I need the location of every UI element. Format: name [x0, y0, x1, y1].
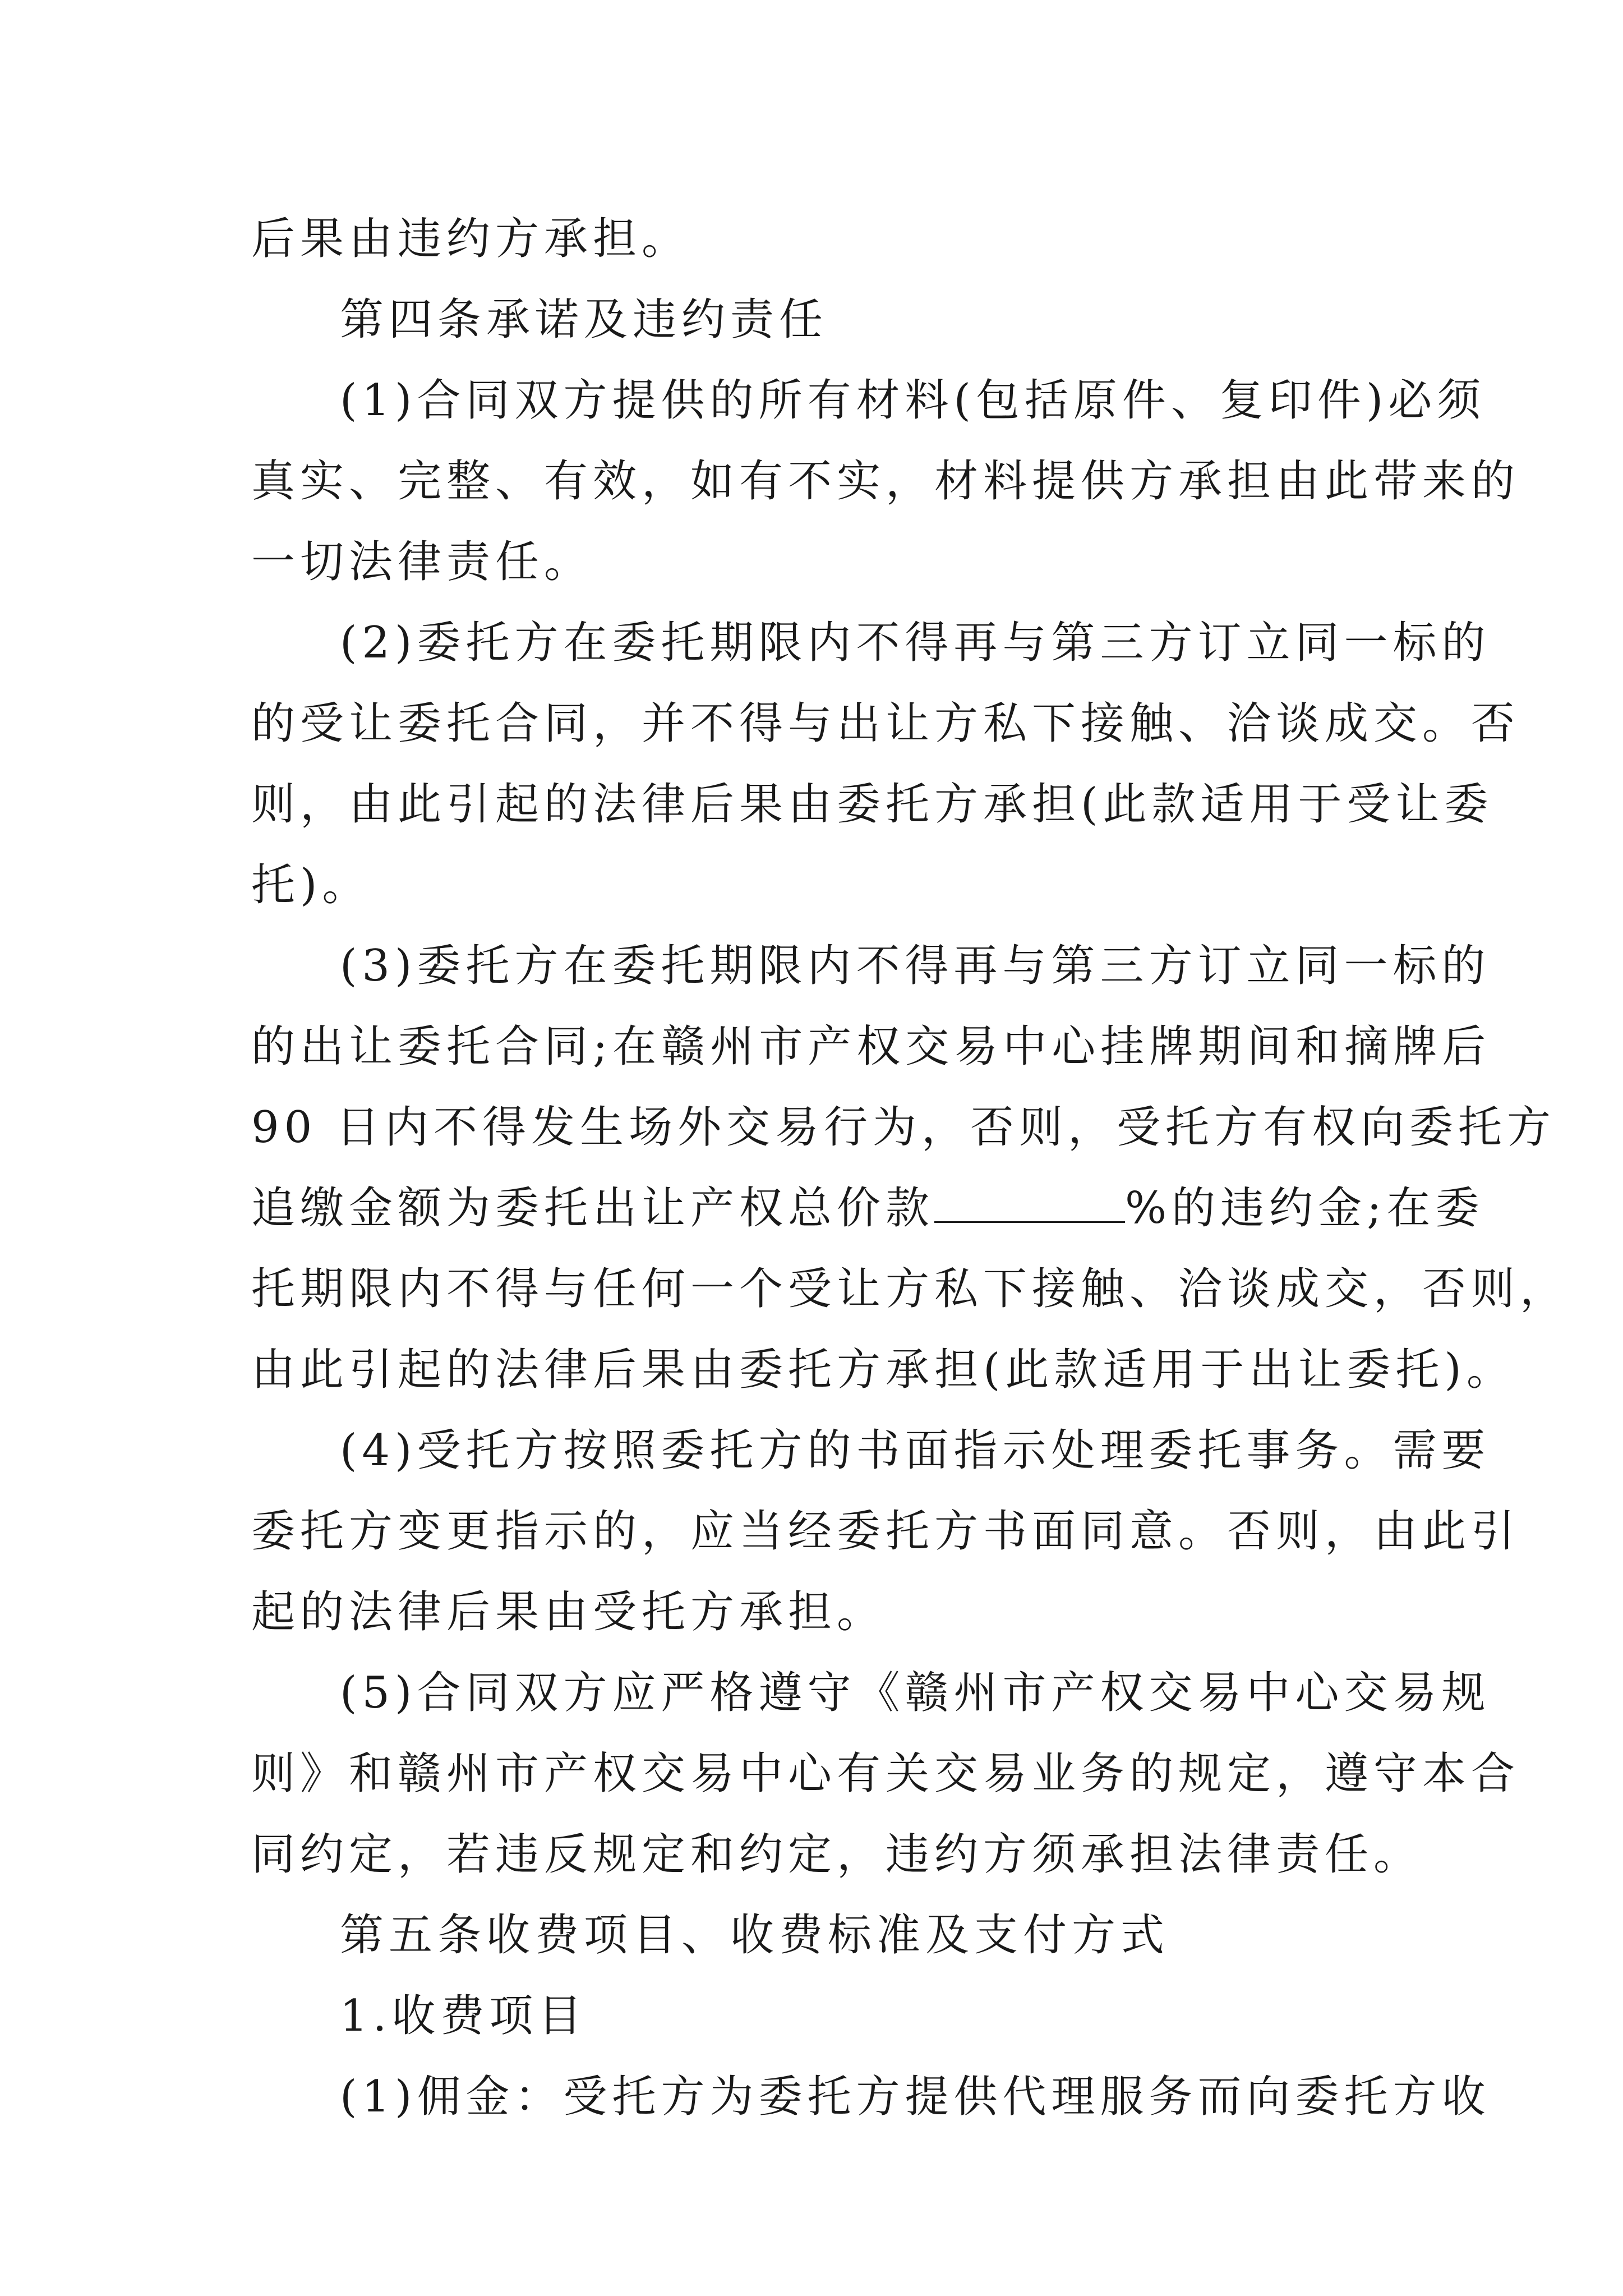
paragraph-line: 委托方变更指示的，应当经委托方书面同意。否则，由此引 — [251, 1506, 1520, 1557]
paragraph-line: 后果由违约方承担。 — [251, 214, 691, 264]
paragraph-line: 则，由此引起的法律后果由委托方承担(此款适用于受让委 — [251, 779, 1493, 830]
paragraph-line: 托期限内不得与任何一个受让方私下接触、洽谈成交，否则， — [251, 1264, 1569, 1314]
paragraph-line: 90 日内不得发生场外交易行为，否则，受托方有权向委托方 — [251, 1102, 1556, 1153]
paragraph-line: 由此引起的法律后果由委托方承担(此款适用于出让委托)。 — [251, 1345, 1515, 1395]
paragraph-line: 一切法律责任。 — [251, 537, 593, 587]
paragraph-line: 同约定，若违反规定和约定，违约方须承担法律责任。 — [251, 1829, 1423, 1880]
paragraph-line: (1)佣金：受托方为委托方提供代理服务而向委托方收 — [340, 2072, 1491, 2122]
paragraph-line: 的受让委托合同，并不得与出让方私下接触、洽谈成交。否 — [251, 698, 1520, 749]
paragraph-line: 托)。 — [251, 860, 371, 910]
paragraph-line: 则》和赣州市产权交易中心有关交易业务的规定，遵守本合 — [251, 1749, 1520, 1799]
fill-in-blank — [934, 1182, 1125, 1223]
article-heading: 第五条收费项目、收费标准及支付方式 — [340, 1910, 1170, 1961]
paragraph-line: (2)委托方在委托期限内不得再与第三方订立同一标的 — [340, 618, 1491, 668]
paragraph-line: 真实、完整、有效，如有不实，材料提供方承担由此带来的 — [251, 456, 1520, 507]
paragraph-line: (3)委托方在委托期限内不得再与第三方订立同一标的 — [340, 941, 1491, 991]
paragraph-line: (1)合同双方提供的所有材料(包括原件、复印件)必须 — [340, 375, 1486, 426]
line-text: 追缴金额为委托出让产权总价款 — [251, 1183, 935, 1234]
article-heading: 第四条承诺及违约责任 — [340, 295, 828, 345]
line-text: %的违约金;在委 — [1125, 1183, 1484, 1234]
section-heading: 1.收费项目 — [340, 1991, 587, 2041]
paragraph-line: (5)合同双方应严格遵守《赣州市产权交易中心交易规 — [340, 1668, 1491, 1718]
paragraph-line: 的出让委托合同;在赣州市产权交易中心挂牌期间和摘牌后 — [251, 1022, 1491, 1072]
paragraph-line-with-blank — [251, 1180, 1484, 1236]
paragraph-line: (4)受托方按照委托方的书面指示处理委托事务。需要 — [340, 1425, 1491, 1476]
paragraph-line: 起的法律后果由受托方承担。 — [251, 1587, 886, 1637]
